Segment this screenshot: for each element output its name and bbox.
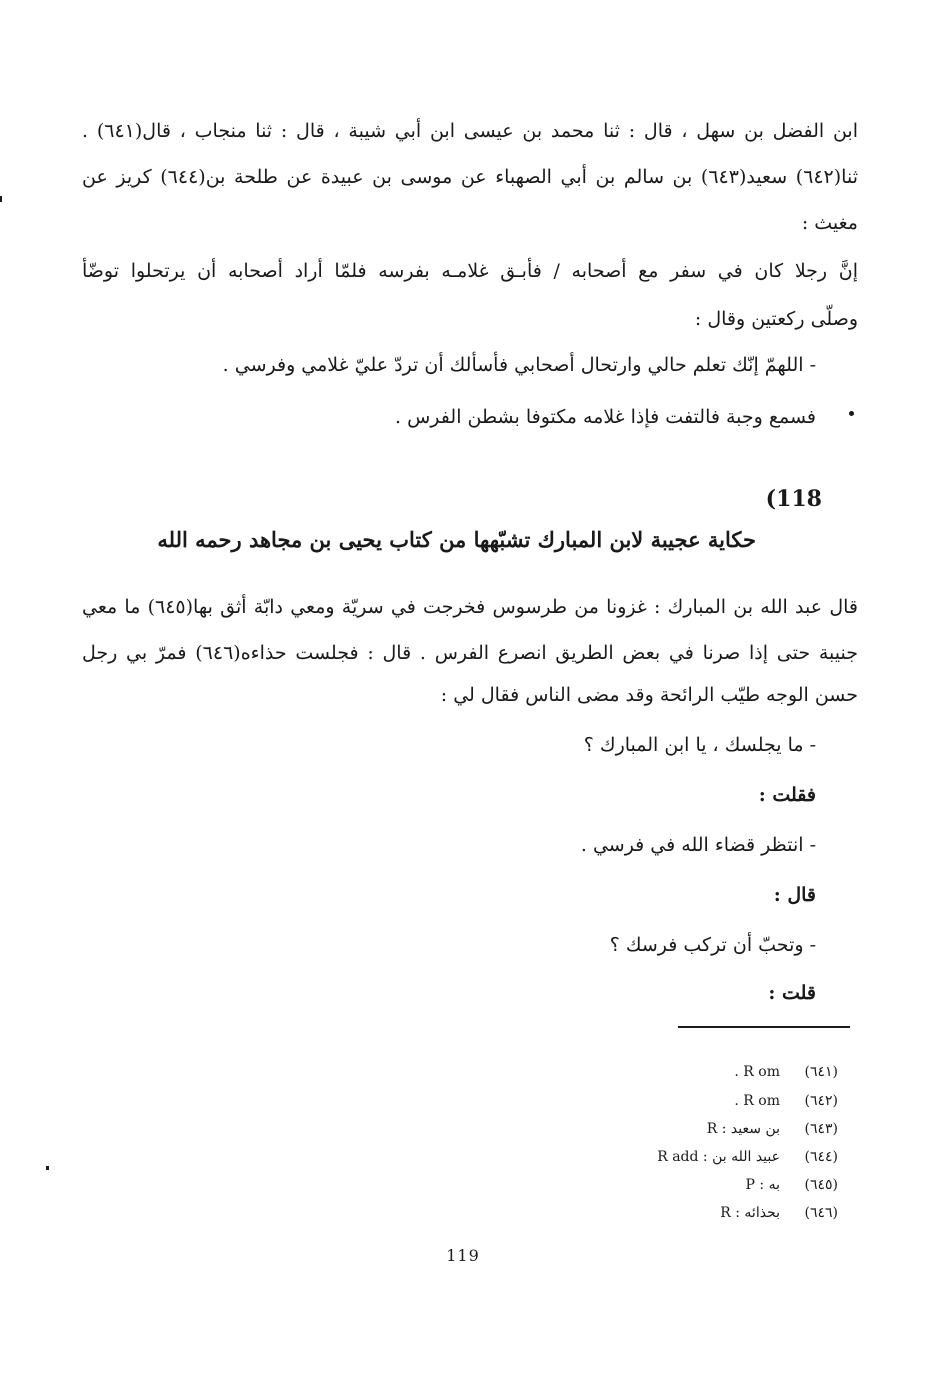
footnote-item — [734, 1063, 838, 1081]
footnote-text: بن سعيد : R — [706, 1121, 780, 1137]
footnote-text: R om . — [734, 1093, 780, 1109]
paragraph1-line1: ابن الفضل بن سهل ، قال : ثنا محمد بن عيسى ابن أبي شيبة ، قال : ثنا منجاب ، قال(٦٤١) . — [82, 120, 858, 142]
paragraph2-line4: فسمع وجبة فالتفت فإذا غلامه مكتوفا بشطن الفرس . — [395, 406, 816, 428]
dialogue-line: - وتحبّ أن تركب فرسك ؟ — [609, 934, 816, 956]
dialogue-line: - انتظر قضاء الله في فرسي . — [580, 834, 816, 856]
dialogue-line: قلت : — [768, 982, 816, 1004]
footnote-item — [734, 1092, 838, 1110]
section-heading: حكاية عجيبة لابن المبارك تشبّهها من كتاب يحيى بن مجاهد رحمه الله — [157, 527, 756, 552]
footnote-number: (٦٤٥) — [804, 1177, 838, 1193]
dialogue-line: - ما يجلسك ، يا ابن المبارك ؟ — [583, 734, 816, 756]
footnote-text: R om . — [734, 1064, 780, 1080]
footnote-item — [657, 1148, 838, 1166]
paragraph2-line2: وصلّى ركعتين وقال : — [694, 308, 858, 330]
paragraph3-line3: حسن الوجه طيّب الرائحة وقد مضى الناس فقال لي : — [440, 684, 858, 706]
scan-speck — [46, 1166, 49, 1170]
footnote-item — [720, 1204, 838, 1222]
footnote-number: (٦٤٦) — [804, 1205, 838, 1221]
footnote-item — [746, 1176, 838, 1194]
dialogue-line: فقلت : — [758, 784, 816, 806]
paragraph1-line3: مغيث : — [801, 212, 858, 234]
footnote-text: عبيد الله بن : R add — [657, 1149, 780, 1165]
footnote-item — [707, 1120, 838, 1138]
dialogue-line: قال : — [773, 884, 816, 906]
footnote-divider — [678, 1026, 850, 1028]
footnote-text: به : P — [745, 1177, 780, 1193]
bullet-mark — [849, 411, 854, 416]
paragraph3-line1: قال عبد الله بن المبارك : غزونا من طرسوس فخرجت في سريّة ومعي دابّة أثق بها(٦٤٥) ما معي — [82, 596, 858, 618]
footnote-number: (٦٤٣) — [804, 1121, 838, 1137]
section-number: (118 — [765, 486, 822, 512]
paragraph3-line2: جنيبة حتى إذا صرنا في بعض الطريق انصرع الفرس . قال : فجلست حذاءه(٦٤٦) فمرّ بي رجل — [82, 642, 858, 664]
footnote-number: (٦٤١) — [804, 1064, 838, 1080]
page-number: 119 — [446, 1246, 480, 1265]
footnote-number: (٦٤٢) — [804, 1093, 838, 1109]
footnote-text: بحذائه : R — [720, 1205, 780, 1221]
footnote-number: (٦٤٤) — [804, 1149, 838, 1165]
paragraph1-line2: ثنا(٦٤٢) سعيد(٦٤٣) بن سالم بن أبي الصهباء عن موسى بن عبيدة عن طلحة بن(٦٤٤) كريز عن — [82, 166, 858, 188]
paragraph2-line1: إنَّ رجلا كان في سفر مع أصحابه / فأبـق غلامـه بفرسه فلمّا أراد أصحابه أن يرتحلوا توضّأ — [82, 260, 858, 282]
paragraph2-line3: - اللهمّ إنّك تعلم حالي وارتحال أصحابي فأسألك أن تردّ عليّ غلامي وفرسي . — [222, 354, 816, 376]
scan-speck — [0, 196, 2, 202]
